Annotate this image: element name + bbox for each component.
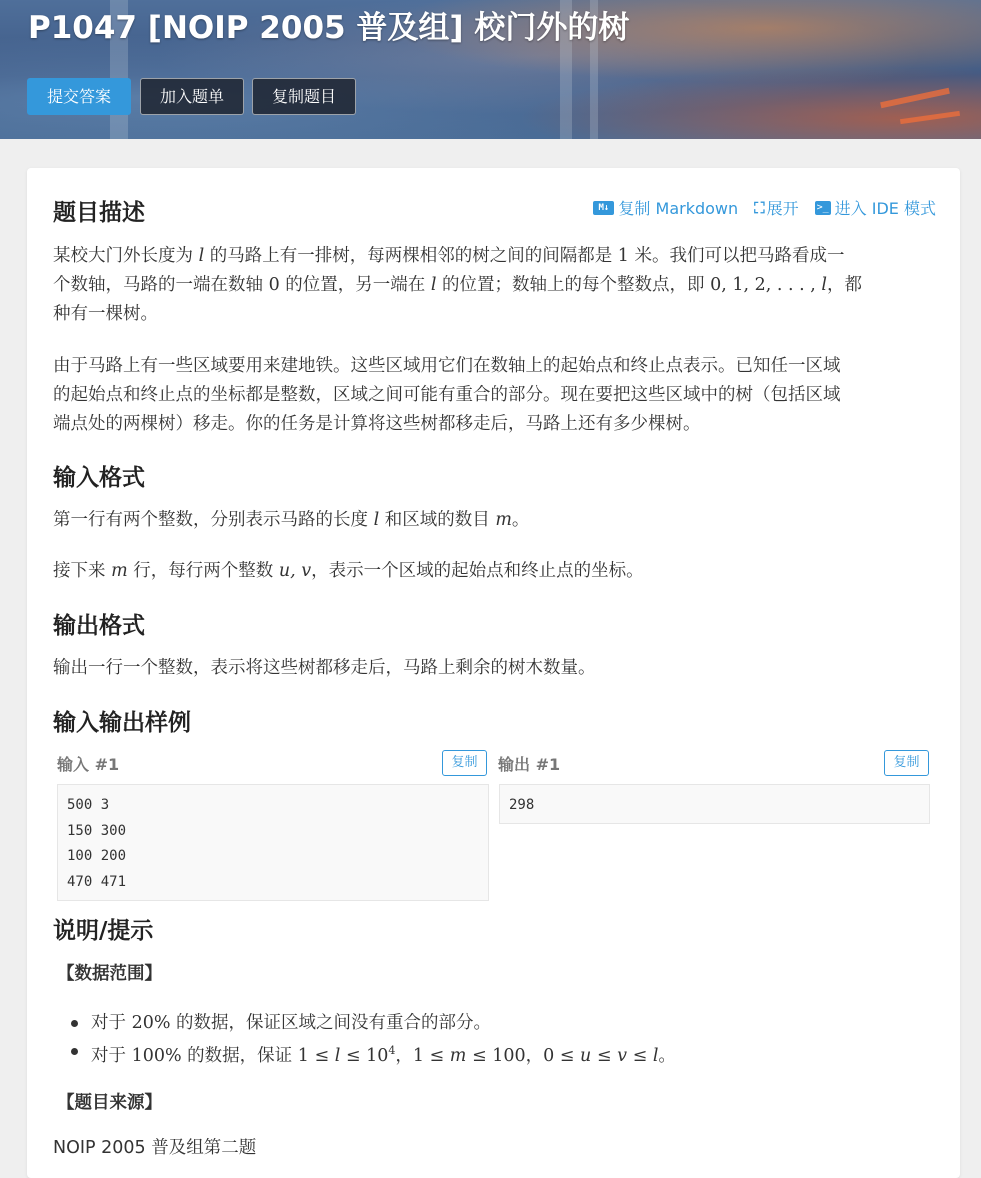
- data-range-list: [67, 1009, 676, 1070]
- submit-answer-button[interactable]: 提交答案: [27, 78, 131, 115]
- expand-label: 展开: [766, 199, 799, 218]
- list-item: 对于 100% 的数据，保证 $1 \le l \le 10^4$，1 ≤ m ≤ 100，0 ≤ u ≤ v ≤ l。: [67, 1037, 676, 1070]
- copy-problem-button[interactable]: 复制题目: [252, 78, 356, 115]
- description-paragraph-2: 由于马路上有一些区域要用来建地铁。这些区域用它们在数轴上的起始点和终止点表示。已知任一区域 的起始点和终止点的坐标都是整数，区域之间可能有重合的部分。现在要把这些区域中的树（包括区域 端点处的两棵树）移走。你的任务是计算将这些树都移走后，马路上还有多少棵树。: [53, 356, 841, 434]
- expand-button[interactable]: [754, 196, 799, 219]
- description-paragraph-1: 某校大门外长度为 l 的马路上有一排树，每两棵相邻的树之间的间隔都是 1 米。我们可以把马路看成一 个数轴，马路的一端在数轴 0 的位置，另一端在 l 的位置；数轴上的每个整数点，即 0, 1, 2, . . . , l，都 种有一棵树。: [53, 246, 862, 324]
- ide-mode-label: 进入 IDE 模式: [834, 199, 936, 218]
- terminal-icon: >_: [816, 201, 829, 213]
- data-range-heading: 【数据范围】: [57, 964, 162, 984]
- sample-input-box[interactable]: 500 3 150 300 100 200 470 471: [57, 784, 489, 901]
- banner-decoration: [880, 88, 950, 108]
- banner-decoration: [900, 111, 960, 124]
- section-title-input-format: 输入格式: [53, 465, 145, 491]
- input-format-line-1: 第一行有两个整数，分别表示马路的长度 l 和区域的数目 m。: [53, 510, 530, 530]
- markdown-icon: M↓: [593, 201, 614, 215]
- source-heading: 【题目来源】: [57, 1093, 162, 1113]
- problem-toolbar: [593, 196, 936, 219]
- header-banner: [0, 0, 981, 139]
- sample-input-label: 输入 #1: [57, 755, 120, 774]
- section-title-description: 题目描述: [53, 200, 145, 226]
- add-to-list-button[interactable]: 加入题单: [140, 78, 244, 115]
- section-title-output-format: 输出格式: [53, 613, 145, 639]
- sample-output-label: 输出 #1: [498, 755, 561, 774]
- section-title-hints: 说明/提示: [53, 918, 154, 944]
- problem-title: P1047 [NOIP 2005 普及组] 校门外的树: [28, 10, 630, 46]
- copy-markdown-label: 复制 Markdown: [618, 199, 739, 218]
- copy-output-button[interactable]: 复制: [884, 750, 929, 776]
- copy-input-button[interactable]: 复制: [442, 750, 487, 776]
- output-format-text: 输出一行一个整数，表示将这些树都移走后，马路上剩余的树木数量。: [53, 658, 596, 678]
- sample-output-box[interactable]: 298: [499, 784, 930, 824]
- problem-card: [27, 168, 960, 1178]
- section-title-samples: 输入输出样例: [53, 710, 191, 736]
- source-text: NOIP 2005 普及组第二题: [53, 1138, 257, 1158]
- list-item: 对于 20% 的数据，保证区域之间没有重合的部分。: [67, 1009, 676, 1037]
- ide-mode-button[interactable]: [815, 196, 936, 219]
- input-format-line-2: 接下来 m 行，每行两个整数 u, v，表示一个区域的起始点和终止点的坐标。: [53, 561, 644, 581]
- copy-markdown-button[interactable]: [593, 196, 738, 219]
- expand-icon: ⛶: [754, 198, 763, 217]
